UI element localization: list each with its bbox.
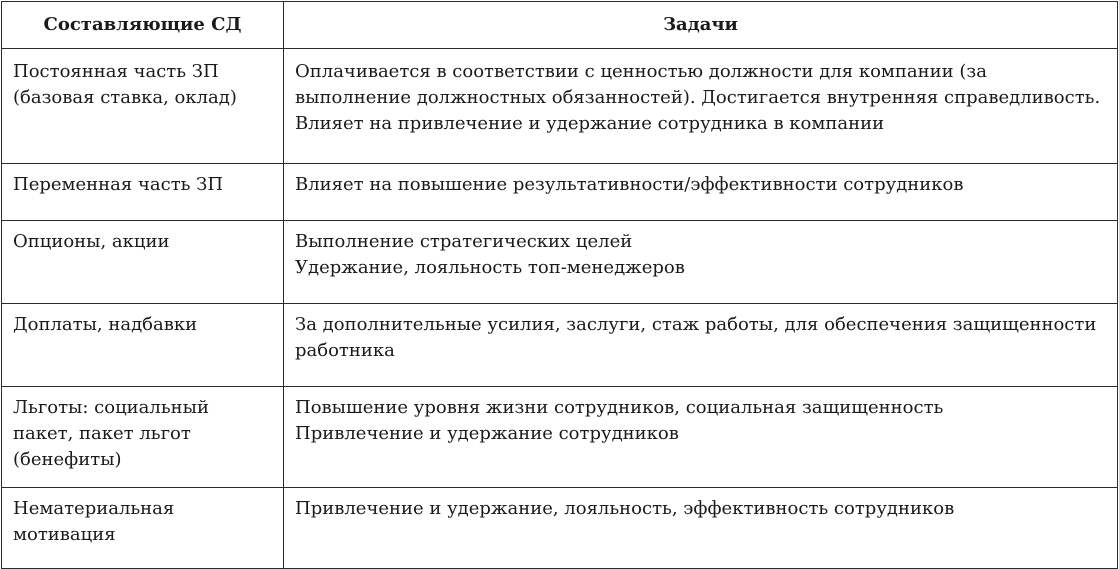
component-line: Опционы, акции: [13, 231, 170, 252]
task-line: работника: [295, 340, 395, 361]
component-cell: [2, 488, 284, 569]
task-line: За дополнительные усилия, заслуги, стаж работы, для обеспечения защищенности: [295, 314, 1097, 335]
component-cell: [2, 304, 284, 387]
component-cell: [2, 164, 284, 221]
task-line: Повышение уровня жизни сотрудников, социальная защищенность: [295, 397, 944, 418]
tasks-cell: [284, 488, 1118, 569]
component-line: (базовая ставка, оклад): [13, 87, 237, 108]
component-line: Нематериальная: [13, 498, 175, 519]
table-row: [2, 164, 1118, 221]
components-table: [1, 1, 1118, 569]
component-line: Доплаты, надбавки: [13, 314, 198, 335]
table-row: [2, 304, 1118, 387]
header-row: [2, 2, 1118, 49]
header-components: Составляющие СД: [2, 2, 284, 49]
table-row: [2, 387, 1118, 488]
table-row: [2, 488, 1118, 569]
component-line: Льготы: социальный: [13, 397, 209, 418]
task-line: Удержание, лояльность топ-менеджеров: [295, 257, 685, 278]
tasks-cell: [284, 164, 1118, 221]
component-cell: [2, 387, 284, 488]
header-tasks: Задачи: [284, 2, 1118, 49]
task-line: Выполнение стратегических целей: [295, 231, 633, 252]
component-line: мотивация: [13, 524, 116, 545]
tasks-cell: [284, 387, 1118, 488]
task-line: Привлечение и удержание сотрудников: [295, 423, 679, 444]
component-line: пакет, пакет льгот: [13, 423, 191, 444]
table-row: [2, 49, 1118, 164]
task-line: Привлечение и удержание, лояльность, эффективность сотрудников: [295, 498, 955, 519]
component-cell: [2, 221, 284, 304]
component-line: (бенефиты): [13, 449, 122, 470]
table-row: [2, 221, 1118, 304]
task-line: выполнение должностных обязанностей). Достигается внутренняя справедливость.: [295, 87, 1101, 108]
task-line: Оплачивается в соответствии с ценностью должности для компании (за: [295, 61, 987, 82]
component-line: Переменная часть ЗП: [13, 174, 224, 195]
component-cell: [2, 49, 284, 164]
component-line: Постоянная часть ЗП: [13, 61, 219, 82]
tasks-cell: [284, 304, 1118, 387]
tasks-cell: [284, 49, 1118, 164]
task-line: Влияет на повышение результативности/эффективности сотрудников: [295, 174, 964, 195]
tasks-cell: [284, 221, 1118, 304]
task-line: Влияет на привлечение и удержание сотрудника в компании: [295, 113, 885, 134]
